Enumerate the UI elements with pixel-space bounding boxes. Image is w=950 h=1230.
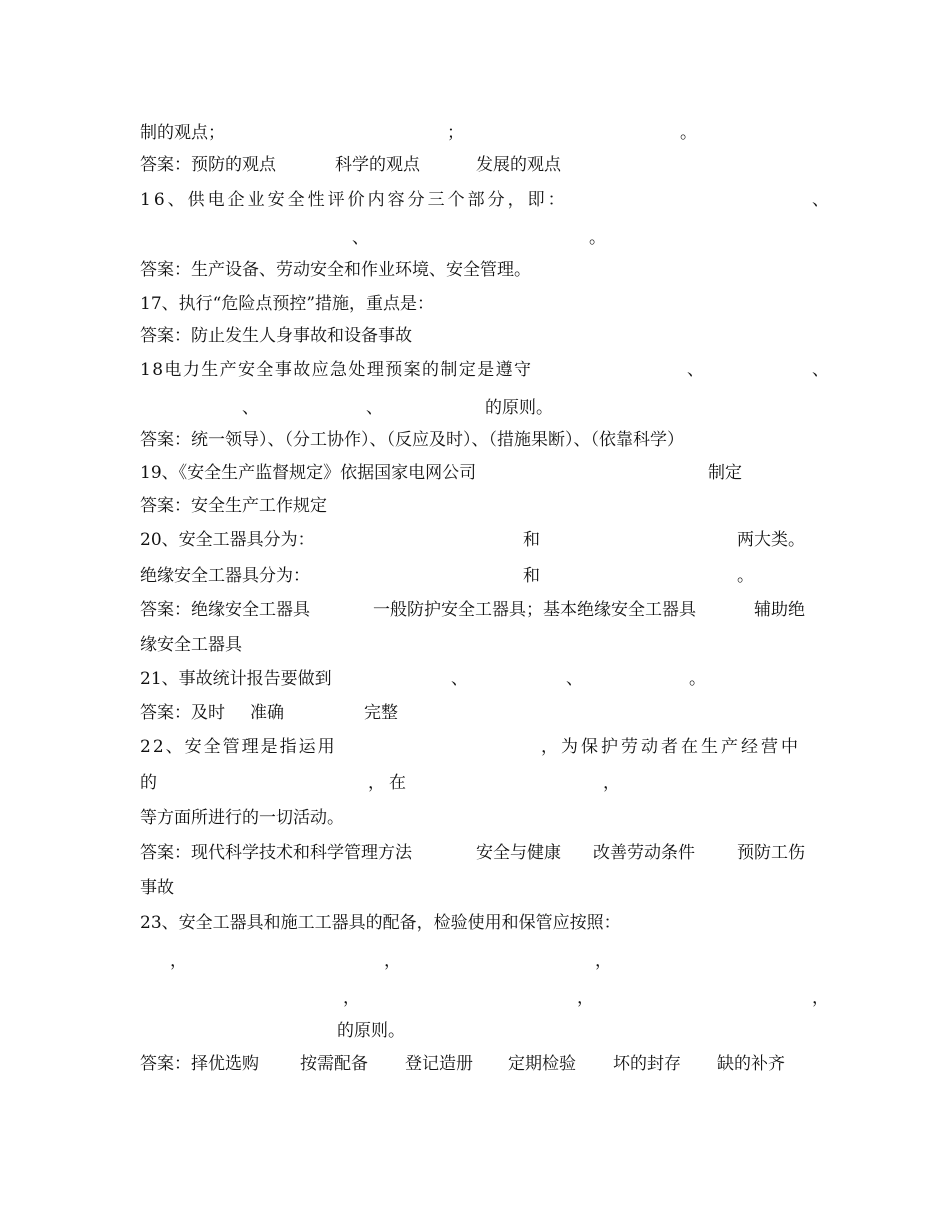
answer-text: 定期检验 — [508, 1054, 576, 1074]
separator: ， — [595, 951, 612, 971]
separator: 、 — [812, 190, 829, 210]
question-text: 制定 — [708, 463, 742, 483]
answer-text: 登记造册 — [405, 1054, 473, 1074]
answer-text: 科学的观点 — [335, 155, 420, 175]
answer-text: 答案：预防的观点 — [140, 155, 276, 175]
answer-text: 答案：防止发生人身事故和设备事故 — [140, 326, 412, 346]
question-text: 22、安全管理是指运用 — [140, 737, 337, 757]
question-text: 绝缘安全工器具分为： — [140, 566, 310, 586]
question-text: 16、供电企业安全性评价内容分三个部分，即： — [140, 190, 568, 210]
question-text: ，在 — [368, 773, 410, 793]
answer-text: 缘安全工器具 — [140, 635, 242, 655]
separator: ， — [603, 773, 620, 793]
question-text: 和 — [523, 530, 540, 550]
separator: ； — [447, 123, 464, 143]
answer-text: 答案：择优选购 — [140, 1054, 259, 1074]
answer-text: 改善劳动条件 — [593, 843, 695, 863]
answer-text: 一般防护安全工器具；基本绝缘安全工器具 — [373, 600, 696, 620]
question-text: 制的观点； — [140, 123, 225, 143]
separator: 、 — [242, 398, 259, 418]
separator: 、 — [366, 398, 383, 418]
question-text: ，为保护劳动者在生产经营中 — [541, 737, 801, 757]
answer-text: 预防工伤 — [737, 843, 805, 863]
question-text: 23、安全工器具和施工工器具的配备，检验使用和保管应按照： — [140, 913, 621, 933]
separator: 、 — [451, 669, 468, 689]
separator: ， — [343, 988, 360, 1008]
question-text: 20、安全工器具分为： — [140, 530, 315, 550]
question-text: 21、事故统计报告要做到 — [140, 669, 332, 689]
answer-text: 答案：现代科学技术和科学管理方法 — [140, 843, 412, 863]
answer-text: 坏的封存 — [613, 1054, 681, 1074]
separator: 、 — [812, 360, 829, 380]
answer-text: 按需配备 — [300, 1054, 368, 1074]
separator: ， — [577, 988, 594, 1008]
answer-text: 答案：安全生产工作规定 — [140, 496, 327, 516]
question-text: 19、《安全生产监督规定》依据国家电网公司 — [140, 463, 477, 483]
question-text: 的原则。 — [485, 398, 553, 418]
answer-text: 安全与健康 — [476, 843, 561, 863]
question-text: 和 — [523, 566, 540, 586]
separator: 。 — [689, 669, 706, 689]
separator: ， — [170, 951, 187, 971]
separator: 、 — [687, 360, 704, 380]
separator: 。 — [680, 123, 697, 143]
answer-text: 缺的补齐 — [717, 1054, 785, 1074]
separator: 。 — [737, 566, 754, 586]
answer-text: 辅助绝 — [754, 600, 805, 620]
answer-text: 发展的观点 — [476, 155, 561, 175]
answer-text: 答案：统一领导）、（分工协作）、（反应及时）、（措施果断）、（依靠科学） — [140, 430, 684, 450]
question-text: 等方面所进行的一切活动。 — [140, 808, 344, 828]
answer-text: 完整 — [364, 703, 398, 723]
separator: ， — [384, 951, 401, 971]
question-text: 17、执行“危险点预控”措施，重点是： — [140, 294, 435, 314]
separator: 。 — [589, 228, 606, 248]
answer-text: 事故 — [140, 878, 174, 898]
answer-text: 答案：生产设备、劳动安全和作业环境、安全管理。 — [140, 260, 531, 280]
question-text: 的原则。 — [337, 1021, 405, 1041]
separator: 、 — [352, 228, 369, 248]
answer-text: 准确 — [250, 703, 284, 723]
answer-text: 答案：绝缘安全工器具 — [140, 600, 310, 620]
separator: 、 — [566, 669, 583, 689]
question-text: 18电力生产安全事故应急处理预案的制定是遵守 — [140, 360, 533, 380]
question-text: 两大类。 — [737, 530, 805, 550]
separator: ， — [812, 988, 829, 1008]
answer-text: 答案：及时 — [140, 703, 225, 723]
question-text: 的 — [140, 773, 157, 793]
